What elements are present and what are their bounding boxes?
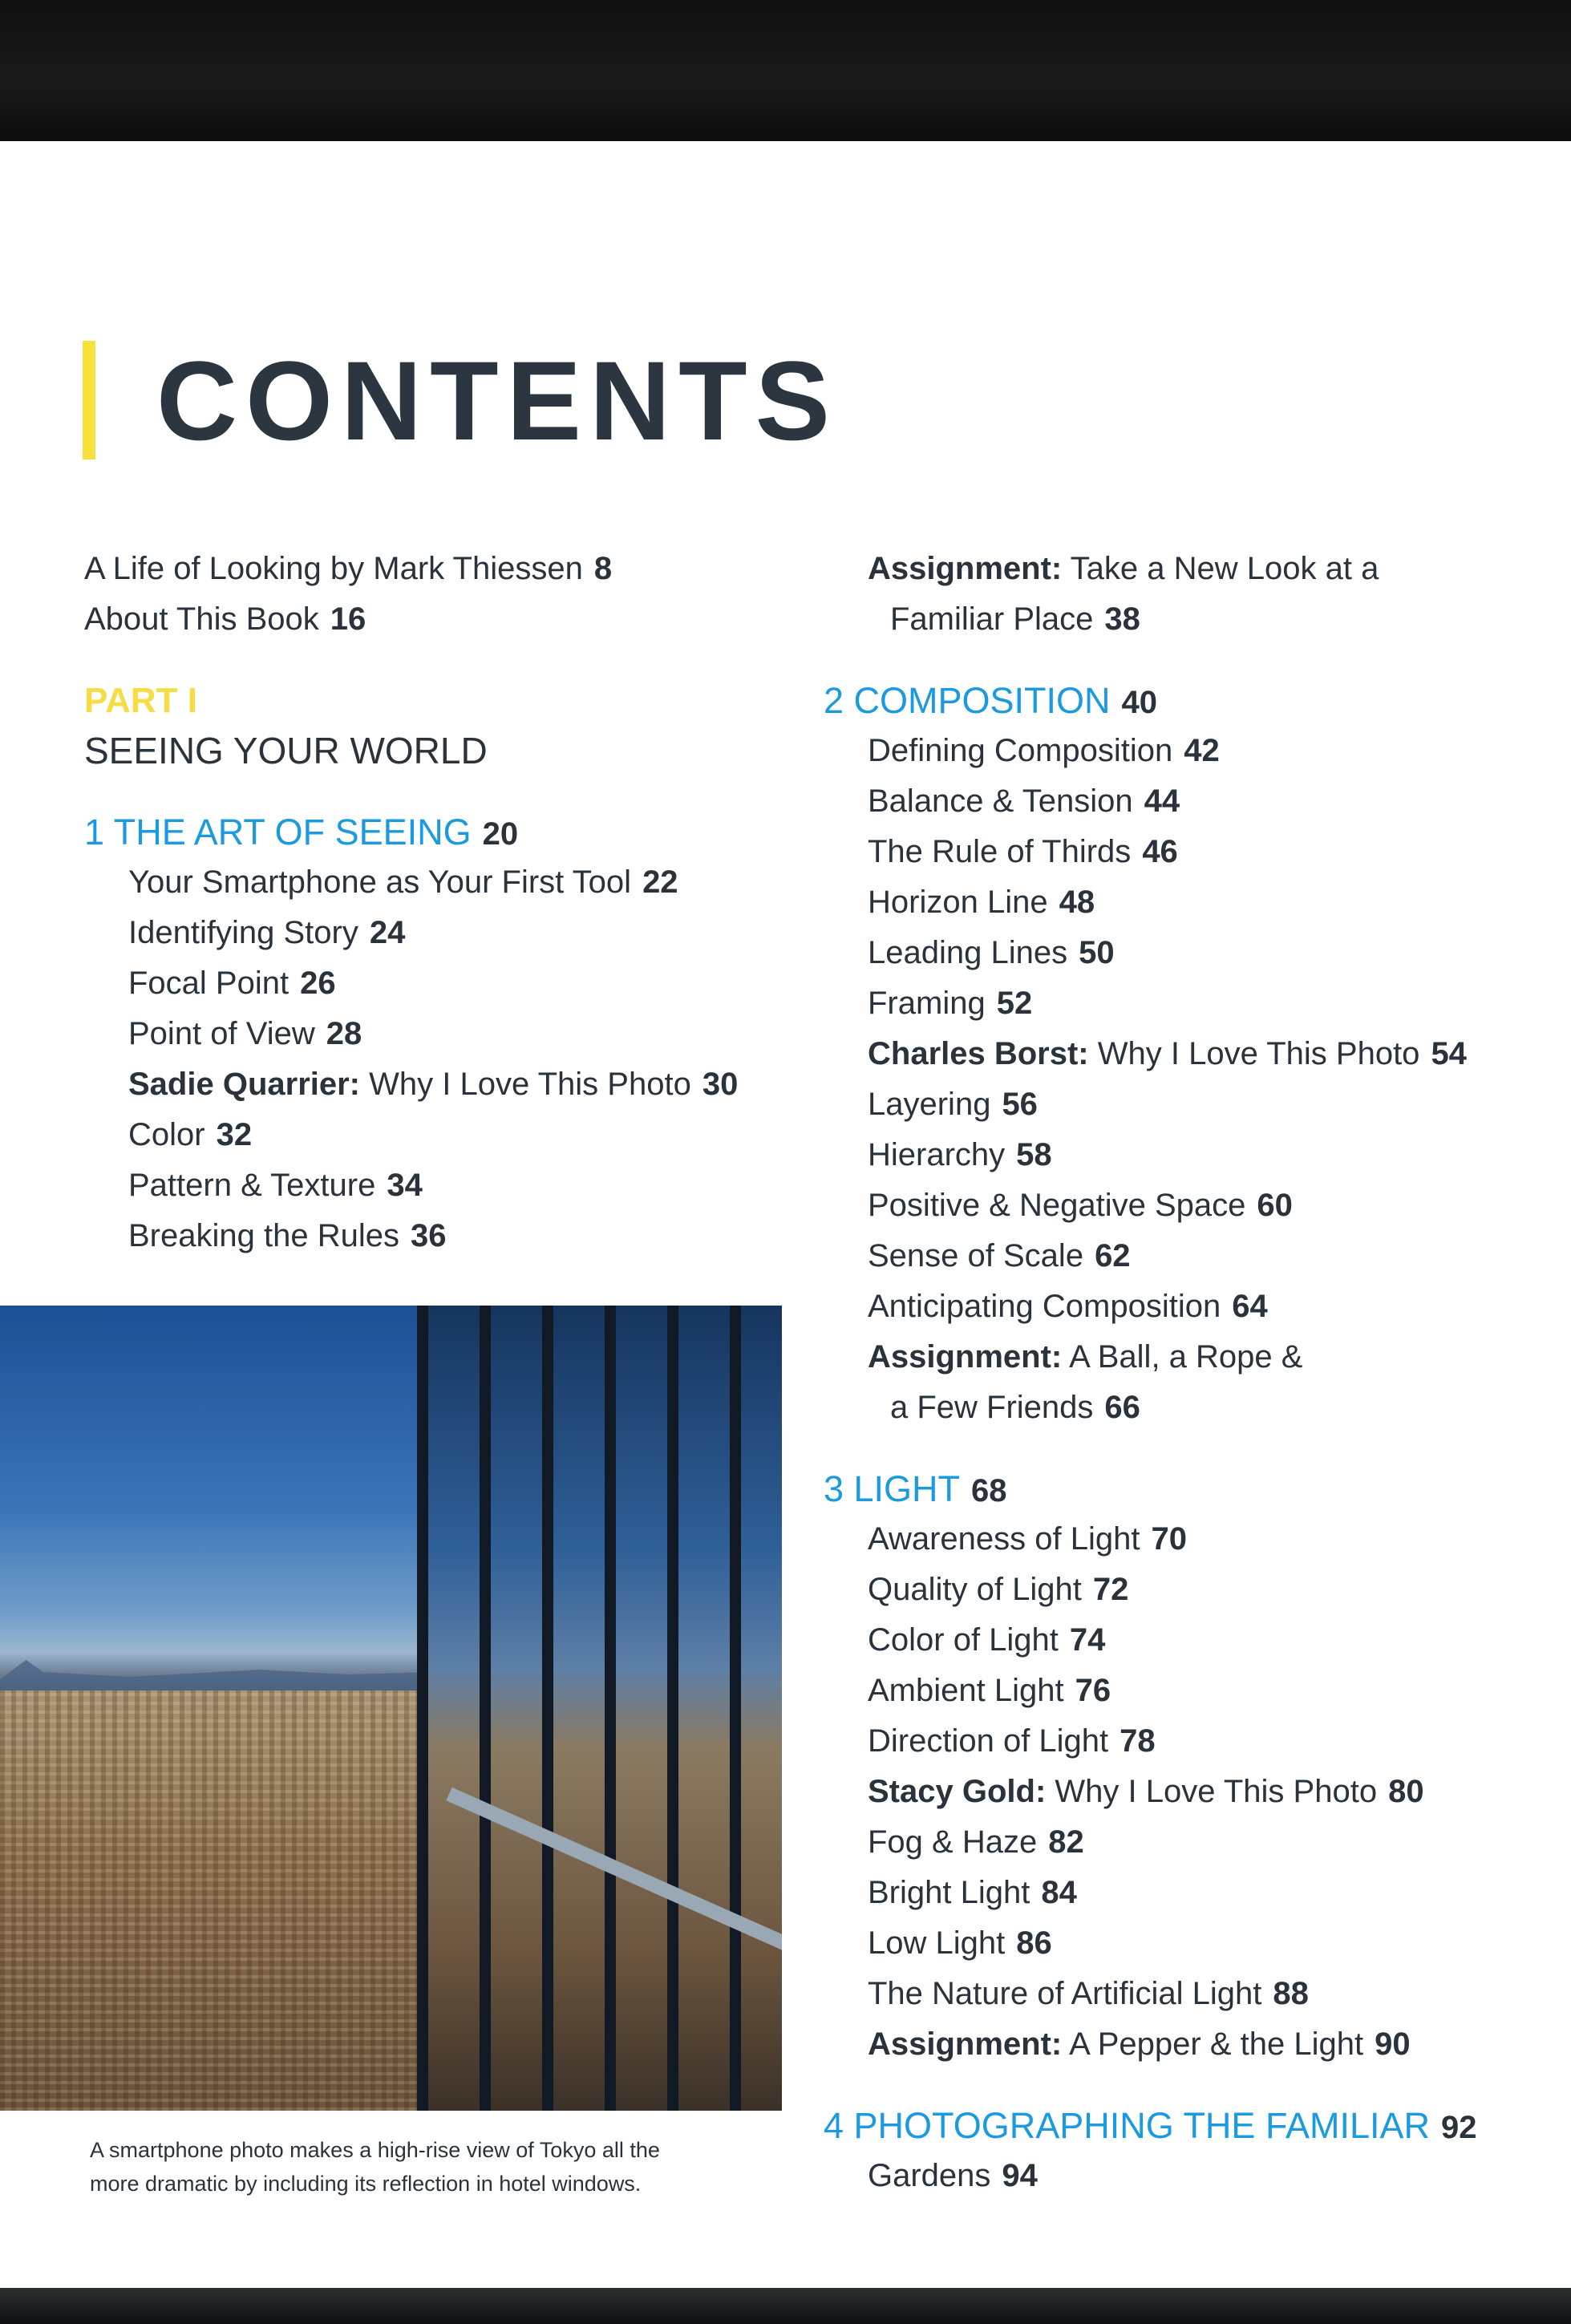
toc-entry — [84, 857, 738, 908]
entry-title: Balance & Tension — [868, 783, 1133, 819]
entry-title: Familiar Place — [890, 601, 1094, 637]
entry-title: The Rule of Thirds — [868, 834, 1132, 869]
page-number: 88 — [1273, 1976, 1309, 2011]
toc-entry — [824, 1281, 1477, 1332]
caption-line: more dramatic by including its reflection in hotel windows. — [90, 2172, 642, 2196]
toc-entry — [824, 1180, 1477, 1231]
page-number: 56 — [1002, 1087, 1038, 1122]
page-number: 42 — [1184, 733, 1220, 768]
entry-title: Sense of Scale — [868, 1238, 1084, 1273]
page-number: 24 — [369, 915, 406, 950]
entry-title: Layering — [868, 1087, 991, 1122]
entry-title: 3 LIGHT — [824, 1468, 961, 1509]
page-number: 50 — [1079, 935, 1115, 970]
page-number: 16 — [330, 601, 366, 637]
toc-entry — [824, 1029, 1477, 1079]
entry-title: Framing — [868, 986, 986, 1021]
entry-title: Awareness of Light — [868, 1521, 1140, 1557]
entry-title: PART I — [84, 681, 197, 720]
page-number: 70 — [1151, 1521, 1187, 1557]
toc-entry — [824, 1231, 1477, 1281]
toc-entry — [824, 1666, 1477, 1716]
entry-title: Focal Point — [128, 966, 290, 1001]
page-number: 68 — [971, 1473, 1007, 1508]
toc-entry — [84, 544, 738, 594]
entry-title: Low Light — [868, 1925, 1006, 1961]
entry-title: 4 PHOTOGRAPHING THE FAMILIAR — [824, 2105, 1430, 2146]
toc-right-column — [824, 544, 1477, 2201]
entry-lead: Charles Borst: — [868, 1036, 1089, 1071]
page-number: 84 — [1041, 1875, 1077, 1910]
page-number: 90 — [1375, 2026, 1411, 2062]
page-number: 76 — [1075, 1673, 1111, 1708]
entry-lead: Assignment: — [868, 2026, 1063, 2062]
entry-title: Color of Light — [868, 1622, 1059, 1658]
page-number: 46 — [1142, 834, 1178, 869]
entry-title: About This Book — [84, 601, 319, 637]
entry-title: The Nature of Artificial Light — [868, 1976, 1262, 2011]
page-title: CONTENTS — [156, 338, 838, 464]
entry-title: Pattern & Texture — [128, 1168, 376, 1203]
toc-entry — [824, 1817, 1477, 1868]
page-number: 82 — [1048, 1824, 1084, 1860]
page-number: 26 — [300, 966, 336, 1001]
chapter-heading — [824, 2100, 1477, 2151]
entry-title: Leading Lines — [868, 935, 1068, 970]
page-number: 54 — [1431, 1036, 1467, 1071]
chapter-heading — [824, 1464, 1477, 1514]
entry-title: Hierarchy — [868, 1137, 1006, 1172]
entry-title: Why I Love This Photo — [1055, 1774, 1378, 1809]
page-number: 32 — [216, 1117, 253, 1152]
entry-title: Horizon Line — [868, 885, 1048, 920]
entry-title: Defining Composition — [868, 733, 1173, 768]
page-number: 52 — [996, 986, 1033, 1021]
tokyo-highrise-photo — [0, 1306, 782, 2111]
toc-entry — [84, 1059, 738, 1110]
page-number: 8 — [593, 551, 613, 586]
photo-caption — [90, 2133, 779, 2201]
page-number: 74 — [1069, 1622, 1106, 1658]
page-number: 94 — [1002, 2158, 1038, 2193]
toc-left-column — [84, 544, 738, 1261]
entry-title: a Few Friends — [890, 1390, 1094, 1425]
toc-entry — [824, 2151, 1477, 2201]
entry-title: Fog & Haze — [868, 1824, 1038, 1860]
entry-lead: Stacy Gold: — [868, 1774, 1047, 1809]
toc-entry — [824, 1514, 1477, 1565]
toc-entry — [824, 978, 1477, 1029]
toc-entry — [84, 908, 738, 958]
entry-title: Breaking the Rules — [128, 1218, 399, 1253]
caption-line: A smartphone photo makes a high-rise view of Tokyo all the — [90, 2138, 660, 2162]
page-number: 58 — [1016, 1137, 1052, 1172]
toc-entry — [824, 877, 1477, 928]
entry-title: Positive & Negative Space — [868, 1188, 1246, 1223]
page-number: 86 — [1016, 1925, 1052, 1961]
toc-entry — [824, 776, 1477, 827]
toc-entry — [84, 594, 738, 645]
entry-title: SEEING YOUR WORLD — [84, 730, 488, 771]
scan-bottom-edge — [0, 2288, 1571, 2324]
toc-entry — [824, 544, 1477, 594]
chapter-heading — [824, 675, 1477, 726]
toc-entry — [824, 1918, 1477, 1969]
entry-title: A Pepper & the Light — [1069, 2026, 1364, 2062]
entry-title: Why I Love This Photo — [1097, 1036, 1420, 1071]
page-number: 30 — [702, 1067, 739, 1102]
entry-title: Color — [128, 1117, 205, 1152]
toc-entry — [824, 1079, 1477, 1130]
page-number: 40 — [1121, 685, 1158, 720]
toc-entry — [824, 1383, 1477, 1433]
page-number: 64 — [1232, 1289, 1268, 1324]
entry-title: A Life of Looking by Mark Thiessen — [84, 551, 583, 586]
part-heading — [84, 675, 738, 726]
entry-title: Bright Light — [868, 1875, 1030, 1910]
window-reflection — [417, 1306, 782, 2111]
scan-top-edge — [0, 0, 1571, 141]
page-number: 44 — [1144, 783, 1180, 819]
toc-entry — [824, 1565, 1477, 1615]
toc-entry — [84, 1110, 738, 1160]
entry-lead: Assignment: — [868, 551, 1063, 586]
toc-entry — [824, 1332, 1477, 1383]
page-number: 34 — [387, 1168, 423, 1203]
page-number: 72 — [1092, 1572, 1129, 1607]
entry-title: Identifying Story — [128, 915, 358, 950]
page-number: 22 — [642, 864, 678, 900]
page-number: 36 — [410, 1218, 447, 1253]
toc-entry — [824, 1767, 1477, 1817]
page-number: 38 — [1104, 601, 1140, 637]
entry-lead: Sadie Quarrier: — [128, 1067, 361, 1102]
page-number: 48 — [1059, 885, 1095, 920]
page-number: 62 — [1095, 1238, 1131, 1273]
page-number: 20 — [482, 816, 519, 852]
entry-title: Point of View — [128, 1016, 315, 1051]
entry-title: A Ball, a Rope & — [1069, 1339, 1303, 1375]
entry-title: 1 THE ART OF SEEING — [84, 812, 472, 852]
part-heading — [84, 726, 738, 776]
page-number: 60 — [1257, 1188, 1293, 1223]
page-number: 92 — [1441, 2110, 1477, 2145]
toc-entry — [824, 1615, 1477, 1666]
toc-entry — [824, 1868, 1477, 1918]
toc-entry — [824, 594, 1477, 645]
page-number: 80 — [1388, 1774, 1424, 1809]
toc-entry — [84, 1211, 738, 1261]
city-view — [0, 1690, 449, 2111]
toc-entry — [824, 1716, 1477, 1767]
toc-entry — [824, 1969, 1477, 2019]
toc-entry — [824, 1130, 1477, 1180]
entry-title: Quality of Light — [868, 1572, 1082, 1607]
entry-title: Ambient Light — [868, 1673, 1064, 1708]
toc-entry — [84, 1160, 738, 1211]
entry-title: Direction of Light — [868, 1723, 1109, 1759]
page-number: 78 — [1120, 1723, 1156, 1759]
entry-title: Take a New Look at a — [1070, 551, 1379, 586]
entry-title: Your Smartphone as Your First Tool — [128, 864, 632, 900]
title-accent-bar — [83, 341, 95, 460]
entry-title: Why I Love This Photo — [369, 1067, 691, 1102]
toc-entry — [824, 827, 1477, 877]
page-number: 66 — [1104, 1390, 1140, 1425]
entry-title: 2 COMPOSITION — [824, 680, 1111, 721]
entry-title: Anticipating Composition — [868, 1289, 1221, 1324]
toc-entry — [84, 958, 738, 1009]
toc-entry — [84, 1009, 738, 1059]
toc-entry — [824, 726, 1477, 776]
entry-lead: Assignment: — [868, 1339, 1063, 1375]
page-number: 28 — [326, 1016, 362, 1051]
chapter-heading — [84, 807, 738, 857]
toc-entry — [824, 2019, 1477, 2070]
toc-entry — [824, 928, 1477, 978]
entry-title: Gardens — [868, 2158, 991, 2193]
